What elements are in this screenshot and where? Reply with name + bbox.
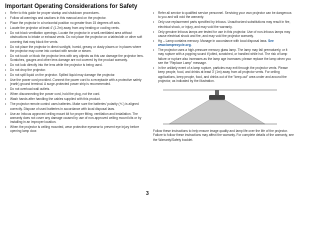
left-bullet-item: • Use the power cord provided. Connect the power cord to a receptacle with a protective safety (earth) ground terminal. A surge-protected power strip is recommended.: [5, 78, 146, 87]
bullet-text: The projector uses a high-pressure mercury glass lamp. The lamp may fail prematurely, or it may rupture with a popping sound if jolted, scratched, or handled while hot. The risk of lamp failure or rupture also increases as the lamp age increases; please replace the lamp when you see the "Replace Lamp" message.: [158, 48, 291, 66]
keep-out-illustration: [161, 88, 279, 126]
right-bullet-item: [153, 30, 294, 39]
right-bullet-item: [153, 48, 294, 65]
left-bullet-item: • Do not overload wall outlets.: [5, 87, 146, 91]
left-column: [5, 11, 146, 134]
keep-out-diagram: [161, 88, 279, 126]
left-bullet-item: • Do not look directly into the lens while the projector is being used.: [5, 63, 146, 67]
left-bullet-item: • Locate the projector at least 4' (1.2m) away from any heating or cooling vents.: [5, 26, 146, 30]
left-bullet-item: • Do not spill liquid on the projector. Spilled liquid may damage the projector.: [5, 73, 146, 77]
right-bullet-list: [153, 11, 294, 83]
page-number: 3: [146, 191, 149, 197]
projector-icon: [209, 95, 225, 100]
left-bullet-item: • Do not place the projector in direct sunlight, humid, greasy or dusty places or in places where the projector may come into contact with smoke or steam.: [5, 45, 146, 54]
left-bullet-item: • Do not drop the projector.: [5, 68, 146, 72]
left-bullet-item: • Place the projector in a horizontal position no greater than 15 degrees off axis.: [5, 21, 146, 25]
keep-out-area: [169, 100, 265, 124]
left-bullet-item: • Refer to this guide for proper startup and shutdown procedures.: [5, 11, 146, 15]
right-bullet-item: [153, 39, 294, 48]
left-bullet-item: • Do not touch or block the projector lens with any objects as this can damage the projector lens. Scratches, gouges and other lens damage are not covered by the product warranty.: [5, 54, 146, 63]
left-bullet-item: • Wash hands after handling the cables supplied with this product.: [5, 97, 146, 101]
left-bullet-item: • Do not block ventilation openings. Locate the projector in a well-ventilated area without obstructions to intake or exhaust vents. Do not place the projector on a tablecloth or other soft covering that may block the vents.: [5, 31, 146, 44]
bullet-text: Only use replacement parts specified by Infocus. Unauthorized substitutions may result in fire, electrical shock, or injury, and may void the warranty.: [158, 20, 291, 29]
left-bullet-list: [5, 11, 146, 134]
ceiling-mount-icon: [215, 90, 219, 95]
lamp-recycle-link[interactable]: See www.lamprecycle.org.: [158, 38, 274, 48]
bullet-text: Refer all service to qualified service personnel. Servicing your own projector can be dangerous to you and will void the warranty.: [158, 11, 292, 20]
left-bullet-item: • Follow all warnings and cautions in this manual and on the projector.: [5, 16, 146, 20]
bullet-text: Hg – Lamp contains mercury. Manage in accordance with local disposal laws.: [158, 38, 269, 43]
right-bullet-item: [153, 66, 294, 83]
diagram-note: Follow these instructions to help ensure image quality and lamp life over the life of the projector. Failure to follow these instructions may affect the warranty. For complete details of the warranty, see the Warranty/Safety booklet.: [153, 129, 294, 142]
left-bullet-item: • The projector remote control uses batteries. Make sure the batteries' polarity (+/-) is aligned correctly. Dispose of used batteries in accordance with local disposal laws.: [5, 102, 146, 111]
bullet-text: Only genuine Infocus lamps are tested for use in this projector. Use of non-Infocus lamps may cause electrical shock and fire, and may void the projector warranty.: [158, 29, 291, 38]
right-bullet-item: [153, 11, 294, 20]
right-bullet-item: [153, 20, 294, 29]
bullet-text: In the unlikely event of a lamp rupture, particles may exit through the projector vents. Please keep people, food, and drinks at least 3' (1m) away from all projector vents. For ceiling applications, keep people, food, and drinks out of the "keep-out" area under and around the projector, as indicated by the illustration.: [158, 66, 288, 83]
page-title: Important Operating Considerations for Safety: [5, 4, 138, 10]
right-column: [153, 11, 294, 142]
left-bullet-item: • Use an Infocus approved ceiling mount kit for proper fitting, ventilation and installation. The warranty does not cover any damage caused by use of non-approved ceiling mount kits or by installing in an improper location.: [5, 112, 146, 125]
left-bullet-item: • When disconnecting the power cord, hold the plug, not the cord.: [5, 92, 146, 96]
left-bullet-item: • When the projector is ceiling mounted, wear protective eyewear to prevent eye injury before opening lamp door.: [5, 125, 146, 134]
